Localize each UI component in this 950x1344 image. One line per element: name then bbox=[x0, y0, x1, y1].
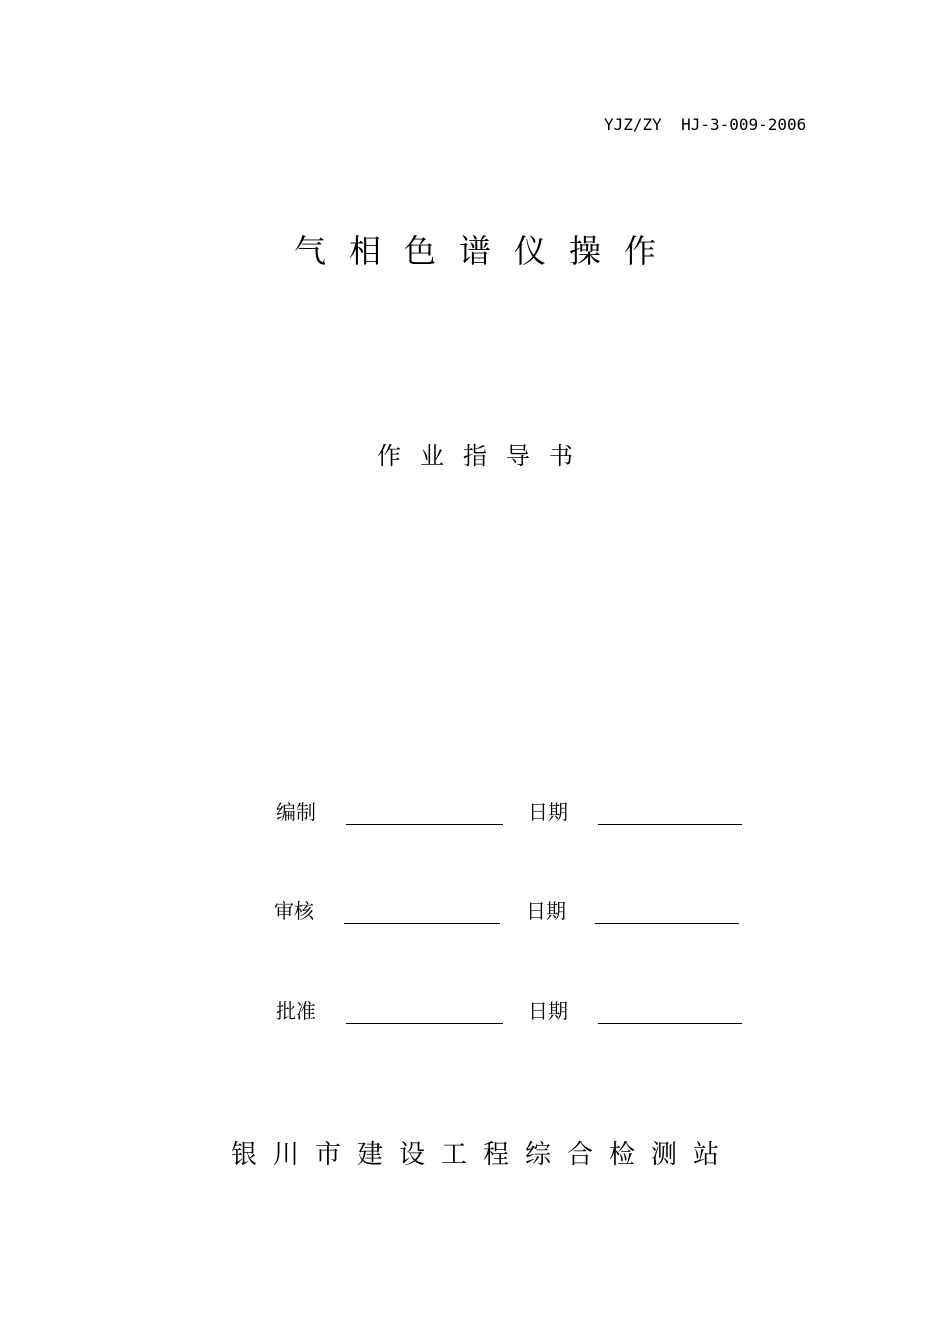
date-line bbox=[595, 923, 739, 924]
date-line bbox=[598, 1023, 742, 1024]
page-subtitle: 作业指导书 bbox=[377, 442, 592, 470]
role-label: 编制 bbox=[276, 800, 316, 824]
organization-name: 银川市建设工程综合检测站 bbox=[230, 1140, 735, 1170]
signature-row-approve bbox=[276, 995, 776, 1035]
role-label: 审核 bbox=[274, 899, 314, 923]
name-line bbox=[344, 923, 500, 924]
name-line bbox=[346, 1023, 503, 1024]
role-label: 批准 bbox=[276, 999, 316, 1023]
date-label: 日期 bbox=[528, 999, 568, 1023]
document-code: YJZ/ZY HJ-3-009-2006 bbox=[604, 115, 807, 134]
signature-row-review bbox=[274, 895, 774, 935]
name-line bbox=[346, 824, 503, 825]
date-label: 日期 bbox=[526, 899, 566, 923]
date-line bbox=[598, 824, 742, 825]
date-label: 日期 bbox=[528, 800, 568, 824]
signature-row-compile bbox=[276, 796, 776, 836]
page-title: 气相色谱仪操作 bbox=[293, 232, 679, 270]
